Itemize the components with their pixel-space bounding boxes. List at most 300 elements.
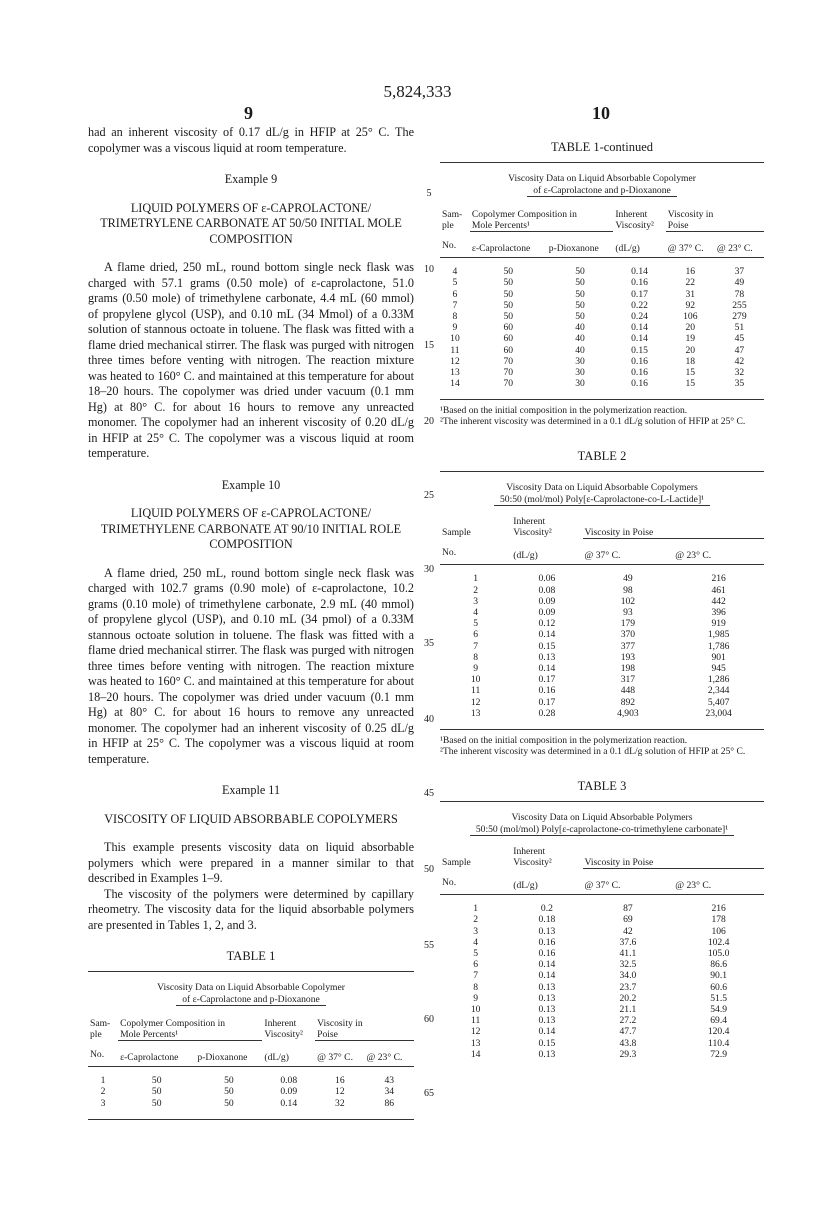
table-1-header-no: No. bbox=[90, 1048, 105, 1060]
table-cell: 16 bbox=[335, 1075, 345, 1087]
table-row bbox=[440, 993, 764, 1004]
table-cell: 50 bbox=[503, 310, 514, 322]
table-cell: 0.2 bbox=[540, 903, 553, 915]
table-cell: 50 bbox=[503, 277, 514, 289]
table-row bbox=[440, 937, 764, 948]
table-3-caption bbox=[440, 812, 764, 836]
table-2-header-unit: (dL/g) bbox=[513, 550, 538, 562]
right-column bbox=[440, 140, 764, 1070]
table-cell: 70 bbox=[503, 366, 514, 378]
table-cell: 4,903 bbox=[617, 707, 639, 719]
table-1c-caption bbox=[440, 173, 764, 197]
table-cell: 8 bbox=[452, 310, 458, 322]
table-cell: 0.16 bbox=[631, 366, 648, 378]
table-1 bbox=[88, 971, 414, 1120]
table-1c-header-37c: @ 37° C. bbox=[667, 242, 704, 254]
left-column bbox=[88, 125, 414, 1120]
table-cell: 20 bbox=[685, 344, 696, 356]
table-cell: 10 bbox=[470, 1004, 481, 1016]
table-cell: 40 bbox=[575, 322, 585, 334]
table-cell: 279 bbox=[732, 310, 747, 322]
table-3-body bbox=[440, 903, 764, 1060]
table-cell: 72.9 bbox=[710, 1048, 728, 1060]
table-1-header-viscosity: Viscosity in bbox=[317, 1017, 363, 1029]
table-cell: 5,407 bbox=[707, 696, 730, 708]
table-row bbox=[440, 1026, 764, 1037]
table-cell: 396 bbox=[711, 607, 726, 619]
table-cell: 8 bbox=[473, 651, 479, 663]
table-cell: 6 bbox=[473, 629, 479, 641]
table-row bbox=[440, 266, 764, 277]
table-cell: 7 bbox=[452, 299, 458, 311]
table-row bbox=[440, 903, 764, 914]
table-row bbox=[440, 1049, 764, 1060]
table-cell: 60.6 bbox=[710, 981, 728, 993]
table-2-header-inherent-2: Viscosity² bbox=[513, 527, 552, 539]
table-cell: 87 bbox=[623, 903, 633, 915]
table-row bbox=[440, 618, 764, 629]
table-cell: 60 bbox=[503, 344, 514, 356]
table-row bbox=[440, 607, 764, 618]
table-1c-header-dioxanone: p-Dioxanone bbox=[548, 242, 599, 254]
table-1c-header-inherent-2: Viscosity² bbox=[615, 219, 654, 231]
table-cell: 110.4 bbox=[708, 1037, 730, 1049]
table-row bbox=[440, 1038, 764, 1049]
table-cell: 106 bbox=[711, 925, 726, 937]
table-1c-header-composition-2: Mole Percents¹ bbox=[470, 220, 613, 232]
table-cell: 4 bbox=[473, 936, 479, 948]
table-cell: 47 bbox=[734, 344, 745, 356]
table-2-body bbox=[440, 573, 764, 719]
table-cell: 16 bbox=[685, 266, 696, 278]
table-cell: 22 bbox=[685, 277, 696, 289]
table-cell: 105.0 bbox=[707, 948, 730, 960]
table-row bbox=[440, 926, 764, 937]
line-number: 55 bbox=[424, 940, 434, 951]
table-2-header-no: No. bbox=[442, 547, 457, 559]
table-cell: 0.09 bbox=[280, 1086, 298, 1098]
table-row bbox=[440, 685, 764, 696]
page-number-left: 9 bbox=[244, 103, 253, 123]
table-cell: 0.16 bbox=[538, 685, 556, 697]
table-cell: 0.14 bbox=[538, 970, 556, 982]
table-cell: 32 bbox=[335, 1097, 345, 1109]
example-10-label: Example 10 bbox=[221, 477, 281, 492]
table-cell: 60 bbox=[503, 333, 514, 345]
table-cell: 317 bbox=[620, 674, 636, 686]
table-1-header-sample-2: ple bbox=[90, 1028, 102, 1040]
table-cell: 10 bbox=[470, 674, 481, 686]
table-cell: 919 bbox=[711, 618, 726, 630]
line-number: 50 bbox=[424, 864, 434, 875]
table-cell: 1,985 bbox=[707, 629, 730, 641]
table-row bbox=[440, 356, 764, 367]
table-cell: 0.14 bbox=[631, 333, 648, 345]
table-row bbox=[440, 697, 764, 708]
table-cell: 50 bbox=[575, 299, 585, 311]
table-1c-footnote-1: ¹Based on the initial composition in the polymerization reaction. bbox=[440, 405, 688, 417]
table-cell: 14 bbox=[470, 1048, 481, 1060]
table-2-header-sample: Sample bbox=[442, 527, 471, 539]
table-cell: 0.13 bbox=[538, 651, 556, 663]
table-row bbox=[440, 289, 764, 300]
table-1c-header-caprolactone: ε-Caprolactone bbox=[471, 242, 531, 254]
table-row bbox=[440, 982, 764, 993]
table-cell: 37 bbox=[734, 266, 745, 278]
table-cell: 12 bbox=[470, 1026, 481, 1038]
table-cell: 49 bbox=[623, 573, 633, 585]
table-2-caption-line-1: Viscosity Data on Liquid Absorbable Copolymers bbox=[506, 481, 698, 493]
table-cell: 34 bbox=[384, 1086, 395, 1098]
table-cell: 7 bbox=[473, 640, 479, 652]
table-cell: 54.9 bbox=[710, 1004, 728, 1016]
table-cell: 45 bbox=[734, 333, 745, 345]
table-row bbox=[88, 1086, 414, 1097]
table-cell: 255 bbox=[732, 299, 747, 311]
table-cell: 34.0 bbox=[619, 970, 637, 982]
example-9-label: Example 9 bbox=[224, 172, 278, 186]
table-cell: 13 bbox=[470, 707, 481, 719]
table-3-header-23c: @ 23° C. bbox=[675, 880, 712, 891]
table-cell: 0.14 bbox=[538, 629, 556, 641]
table-cell: 0.14 bbox=[538, 959, 556, 971]
table-row bbox=[440, 367, 764, 378]
table-row bbox=[440, 959, 764, 970]
table-3-header-viscosity: Viscosity in Poise bbox=[583, 857, 764, 869]
table-row bbox=[440, 378, 764, 389]
table-1-header-composition: Copolymer Composition in bbox=[120, 1017, 226, 1029]
table-cell: 461 bbox=[711, 584, 726, 596]
table-cell: 69.4 bbox=[710, 1015, 728, 1027]
table-cell: 37.6 bbox=[619, 936, 637, 948]
table-cell: 42 bbox=[623, 925, 633, 937]
line-number: 5 bbox=[426, 188, 432, 199]
line-number: 45 bbox=[424, 788, 434, 799]
table-1c-header-composition: Copolymer Composition in bbox=[471, 208, 577, 220]
table-cell: 0.06 bbox=[538, 573, 556, 585]
table-cell: 50 bbox=[575, 266, 585, 278]
table-cell: 40 bbox=[575, 344, 585, 356]
table-row bbox=[440, 708, 764, 719]
table-cell: 0.13 bbox=[538, 1004, 556, 1016]
table-cell: 50 bbox=[151, 1086, 162, 1098]
table-cell: 9 bbox=[473, 992, 479, 1004]
table-1c-grid bbox=[440, 209, 764, 390]
table-1c-header-inherent: Inherent bbox=[615, 208, 648, 220]
table-2-footnote-2: ²The inherent viscosity was determined in a 0.1 dL/g solution of HFIP at 25° C. bbox=[440, 746, 746, 758]
table-2-title: TABLE 2 bbox=[577, 449, 627, 464]
table-cell: 13 bbox=[470, 1037, 481, 1049]
table-2-footnote-1: ¹Based on the initial composition in the polymerization reaction. bbox=[440, 735, 688, 747]
table-1-grid bbox=[88, 1018, 414, 1109]
table-cell: 377 bbox=[620, 640, 636, 652]
example-11-heading: VISCOSITY OF LIQUID ABSORBABLE COPOLYMERS bbox=[104, 811, 398, 826]
table-row bbox=[440, 300, 764, 311]
table-1-header-dioxanone: p-Dioxanone bbox=[197, 1051, 248, 1063]
table-cell: 0.14 bbox=[631, 322, 648, 334]
table-cell: 43.8 bbox=[619, 1037, 637, 1049]
table-cell: 12 bbox=[470, 696, 481, 708]
table-1-continued bbox=[440, 162, 764, 401]
table-cell: 0.16 bbox=[631, 355, 648, 367]
table-cell: 0.09 bbox=[538, 595, 556, 607]
table-cell: 50 bbox=[224, 1097, 234, 1109]
table-cell: 216 bbox=[711, 903, 726, 915]
table-cell: 892 bbox=[620, 696, 636, 708]
table-cell: 4 bbox=[473, 607, 479, 619]
line-number: 10 bbox=[424, 264, 434, 275]
table-cell: 23.7 bbox=[619, 981, 637, 993]
table-cell: 50 bbox=[151, 1097, 162, 1109]
table-row bbox=[440, 1015, 764, 1026]
table-1-caption-line-2: of ε-Caprolactone and p-Dioxanone bbox=[176, 994, 326, 1006]
table-cell: 32 bbox=[734, 366, 745, 378]
table-cell: 43 bbox=[384, 1075, 395, 1087]
patent-number: 5,824,333 bbox=[383, 82, 452, 101]
table-row bbox=[440, 970, 764, 981]
table-1-header-viscosity-2: Poise bbox=[315, 1029, 414, 1041]
table-cell: 193 bbox=[620, 651, 636, 663]
table-cell: 86.6 bbox=[710, 959, 728, 971]
table-cell: 78 bbox=[734, 288, 745, 300]
table-cell: 50 bbox=[151, 1075, 162, 1087]
table-cell: 0.16 bbox=[538, 948, 556, 960]
table-cell: 448 bbox=[620, 685, 636, 697]
table-cell: 35 bbox=[734, 378, 745, 390]
table-2-header-viscosity: Viscosity in Poise bbox=[583, 527, 764, 539]
table-1-header-unit: (dL/g) bbox=[264, 1051, 289, 1063]
line-number: 35 bbox=[424, 638, 434, 649]
table-1c-header-viscosity: Viscosity in bbox=[667, 208, 714, 220]
table-cell: 0.13 bbox=[538, 1048, 556, 1060]
table-2 bbox=[440, 471, 764, 730]
table-cell: 5 bbox=[473, 618, 479, 630]
table-cell: 6 bbox=[452, 288, 458, 300]
table-cell: 0.08 bbox=[538, 584, 556, 596]
table-cell: 0.14 bbox=[280, 1097, 298, 1109]
table-cell: 0.13 bbox=[538, 992, 556, 1004]
table-cell: 0.16 bbox=[631, 277, 648, 289]
table-3-caption-line-1: Viscosity Data on Liquid Absorbable Polymers bbox=[511, 811, 693, 823]
table-cell: 20.2 bbox=[619, 992, 637, 1004]
table-cell: 13 bbox=[450, 366, 460, 378]
table-cell: 442 bbox=[711, 595, 726, 607]
table-1c-footnotes bbox=[440, 405, 764, 427]
table-cell: 32.5 bbox=[619, 959, 637, 971]
table-1c-body bbox=[440, 266, 764, 389]
table-cell: 50 bbox=[503, 266, 514, 278]
line-number: 40 bbox=[424, 714, 434, 725]
table-cell: 31 bbox=[685, 288, 696, 300]
table-1-header-composition-2: Mole Percents¹ bbox=[118, 1029, 262, 1041]
table-cell: 8 bbox=[473, 981, 479, 993]
table-cell: 0.15 bbox=[631, 344, 648, 356]
table-cell: 50 bbox=[575, 277, 585, 289]
table-cell: 51.5 bbox=[710, 992, 728, 1004]
table-cell: 178 bbox=[711, 914, 726, 926]
table-cell: 0.13 bbox=[538, 981, 556, 993]
line-number: 65 bbox=[424, 1088, 434, 1099]
table-cell: 4 bbox=[452, 266, 458, 278]
table-row bbox=[440, 1004, 764, 1015]
table-2-header-37c: @ 37° C. bbox=[584, 550, 621, 562]
table-cell: 106 bbox=[683, 310, 698, 322]
table-1c-caption-line-1: Viscosity Data on Liquid Absorbable Copolymer bbox=[508, 172, 696, 184]
table-cell: 0.28 bbox=[538, 707, 556, 719]
table-row bbox=[440, 652, 764, 663]
table-cell: 0.12 bbox=[538, 618, 556, 630]
table-cell: 47.7 bbox=[619, 1026, 637, 1038]
table-row bbox=[440, 277, 764, 288]
table-cell: 2,344 bbox=[707, 685, 730, 697]
example-10-heading: LIQUID POLYMERS OF ε-CAPROLACTONE/ TRIMETHYLENE CARBONATE AT 90/10 INITIAL ROLE COMPOSITION bbox=[100, 506, 402, 551]
table-cell: 5 bbox=[473, 948, 479, 960]
table-3-header-sample: Sample bbox=[442, 857, 471, 869]
table-cell: 0.17 bbox=[538, 696, 556, 708]
example-10-body: A flame dried, 250 mL, round bottom single neck flask was charged with 102.7 grams (0.90 mole) of ε-caprolactone, 10.2 grams (0.10 mole) of trimethylene carbonate, 2.9 mL (40 mmol) of propylene glycol (USP), and 0.10 mL (34 pmol) of a 0.33M stannous octoate solution in toluene. The flask was fitted with a flame dried mechanical stirrer. The flask was purged with nitrogen three times before venting with nitrogen. The reaction mixture was heated to 160° C. and maintained at this temperature for about 18–20 hours. The copolymer was dried under vacuum (0.1 mm Hg) at 80° C. for about 16 hours to remove any unreacted monomer. The copolymer had an inherent viscosity of 0.25 dL/g in HFIP at 25° C. The copolymer was a viscous liquid at room temperature. bbox=[88, 565, 414, 766]
table-cell: 0.22 bbox=[631, 299, 648, 311]
table-1-header-caprolactone: ε-Caprolactone bbox=[120, 1051, 179, 1063]
table-cell: 30 bbox=[575, 355, 585, 367]
table-cell: 15 bbox=[685, 378, 696, 390]
table-row bbox=[440, 333, 764, 344]
table-1-header-sample: Sam- bbox=[90, 1017, 111, 1029]
table-1c-header-no: No. bbox=[442, 239, 457, 251]
table-cell: 370 bbox=[620, 629, 636, 641]
table-cell: 50 bbox=[575, 288, 585, 300]
table-cell: 14 bbox=[450, 378, 460, 390]
table-row bbox=[440, 311, 764, 322]
table-1-header-inherent-2: Viscosity² bbox=[264, 1028, 303, 1040]
table-3 bbox=[440, 801, 764, 1070]
table-cell: 18 bbox=[685, 355, 696, 367]
table-cell: 50 bbox=[224, 1075, 234, 1087]
table-cell: 2 bbox=[100, 1086, 106, 1098]
table-cell: 102 bbox=[620, 595, 636, 607]
table-cell: 15 bbox=[685, 366, 696, 378]
line-number: 30 bbox=[424, 564, 434, 575]
table-3-header-unit: (dL/g) bbox=[513, 880, 538, 891]
table-cell: 1 bbox=[100, 1075, 106, 1087]
table-cell: 0.17 bbox=[538, 674, 556, 686]
table-1c-header-sample-2: ple bbox=[442, 219, 454, 231]
table-cell: 90.1 bbox=[710, 970, 728, 982]
table-cell: 9 bbox=[452, 322, 458, 334]
table-3-title: TABLE 3 bbox=[577, 779, 627, 794]
table-row bbox=[88, 1098, 414, 1109]
table-cell: 41.1 bbox=[619, 948, 637, 960]
table-1c-caption-line-2: of ε-Caprolactone and p-Dioxanone bbox=[527, 185, 677, 197]
table-2-footnotes bbox=[440, 735, 764, 757]
table-cell: 0.09 bbox=[538, 607, 556, 619]
table-cell: 120.4 bbox=[707, 1026, 730, 1038]
table-cell: 0.18 bbox=[538, 914, 556, 926]
table-1c-header-viscosity-2: Poise bbox=[666, 220, 764, 232]
table-cell: 0.14 bbox=[538, 1026, 556, 1038]
intro-paragraph: had an inherent viscosity of 0.17 dL/g in HFIP at 25° C. The copolymer was a viscous liquid at room temperature. bbox=[88, 125, 414, 155]
table-1-header-37c: @ 37° C. bbox=[317, 1051, 353, 1063]
line-number: 25 bbox=[424, 490, 434, 501]
table-row bbox=[440, 585, 764, 596]
table-3-grid bbox=[440, 846, 764, 1060]
table-1c-header-sample: Sam- bbox=[442, 208, 463, 220]
table-row bbox=[440, 914, 764, 925]
table-cell: 1 bbox=[473, 573, 479, 585]
table-1c-header-unit: (dL/g) bbox=[615, 242, 640, 254]
table-cell: 19 bbox=[685, 333, 696, 345]
table-1-body bbox=[88, 1075, 414, 1109]
table-cell: 9 bbox=[473, 663, 479, 675]
table-row bbox=[440, 674, 764, 685]
table-2-caption bbox=[440, 482, 764, 506]
table-3-header-inherent-2: Viscosity² bbox=[513, 857, 552, 869]
table-cell: 3 bbox=[473, 925, 479, 937]
table-2-header-23c: @ 23° C. bbox=[675, 550, 712, 562]
line-number: 20 bbox=[424, 416, 434, 427]
table-cell: 0.13 bbox=[538, 925, 556, 937]
table-cell: 30 bbox=[575, 378, 585, 390]
table-cell: 11 bbox=[450, 344, 460, 356]
table-row bbox=[440, 322, 764, 333]
table-cell: 1,286 bbox=[707, 674, 730, 686]
table-cell: 0.16 bbox=[538, 936, 556, 948]
example-9-heading: LIQUID POLYMERS OF ε-CAPROLACTONE/ TRIMETRYLENE CARBONATE AT 50/50 INITIAL MOLE COMPOSITION bbox=[100, 200, 402, 246]
table-2-header-inherent: Inherent bbox=[513, 515, 546, 527]
table-cell: 0.17 bbox=[631, 288, 648, 300]
example-11-label: Example 11 bbox=[221, 783, 281, 797]
table-cell: 2 bbox=[473, 584, 479, 596]
table-cell: 51 bbox=[734, 322, 745, 334]
table-row bbox=[440, 641, 764, 652]
table-cell: 0.14 bbox=[631, 266, 648, 278]
table-cell: 12 bbox=[450, 355, 460, 367]
table-1-header-23c: @ 23° C. bbox=[366, 1051, 403, 1063]
table-2-caption-line-2: 50:50 (mol/mol) Poly[ε-Caprolactone-co-L-Lactide]¹ bbox=[494, 494, 710, 506]
table-3-caption-line-2: 50:50 (mol/mol) Poly[ε-caprolactone-co-trimethylene carbonate]¹ bbox=[470, 824, 734, 836]
table-1c-footnote-2: ²The inherent viscosity was determined in a 0.1 dL/g solution of HFIP at 25° C. bbox=[440, 416, 746, 428]
table-cell: 20 bbox=[685, 322, 696, 334]
table-cell: 102.4 bbox=[707, 936, 730, 948]
line-number: 60 bbox=[424, 1014, 434, 1025]
table-1-header-inherent: Inherent bbox=[264, 1017, 297, 1029]
table-cell: 50 bbox=[575, 310, 585, 322]
table-cell: 5 bbox=[452, 277, 458, 289]
table-cell: 92 bbox=[685, 299, 696, 311]
example-11-body-1: This example presents viscosity data on liquid absorbable polymers which were prepared in a manner similar to that described in Examples 1–9. bbox=[88, 840, 414, 885]
table-cell: 6 bbox=[473, 959, 479, 971]
table-cell: 198 bbox=[620, 663, 636, 675]
table-row bbox=[440, 948, 764, 959]
table-cell: 50 bbox=[503, 288, 514, 300]
table-cell: 12 bbox=[335, 1086, 345, 1098]
table-3-header-37c: @ 37° C. bbox=[584, 880, 621, 891]
table-1c-header-23c: @ 23° C. bbox=[716, 242, 753, 254]
table-row bbox=[440, 663, 764, 674]
table-cell: 27.2 bbox=[619, 1015, 637, 1027]
table-cell: 0.14 bbox=[538, 663, 556, 675]
table-cell: 60 bbox=[503, 322, 514, 334]
table-cell: 0.15 bbox=[538, 1037, 556, 1049]
table-cell: 0.15 bbox=[538, 640, 556, 652]
example-11-body-2: The viscosity of the polymers were determined by capillary rheometry. The viscosity data for the liquid absorbable polymers are presented in Tables 1, 2, and 3. bbox=[88, 886, 414, 932]
table-1-caption bbox=[88, 982, 414, 1006]
table-cell: 10 bbox=[450, 333, 460, 345]
table-cell: 0.13 bbox=[538, 1015, 556, 1027]
table-2-grid bbox=[440, 516, 764, 719]
table-cell: 93 bbox=[623, 607, 633, 619]
table-cell: 50 bbox=[503, 299, 514, 311]
page-number-right: 10 bbox=[592, 103, 610, 123]
